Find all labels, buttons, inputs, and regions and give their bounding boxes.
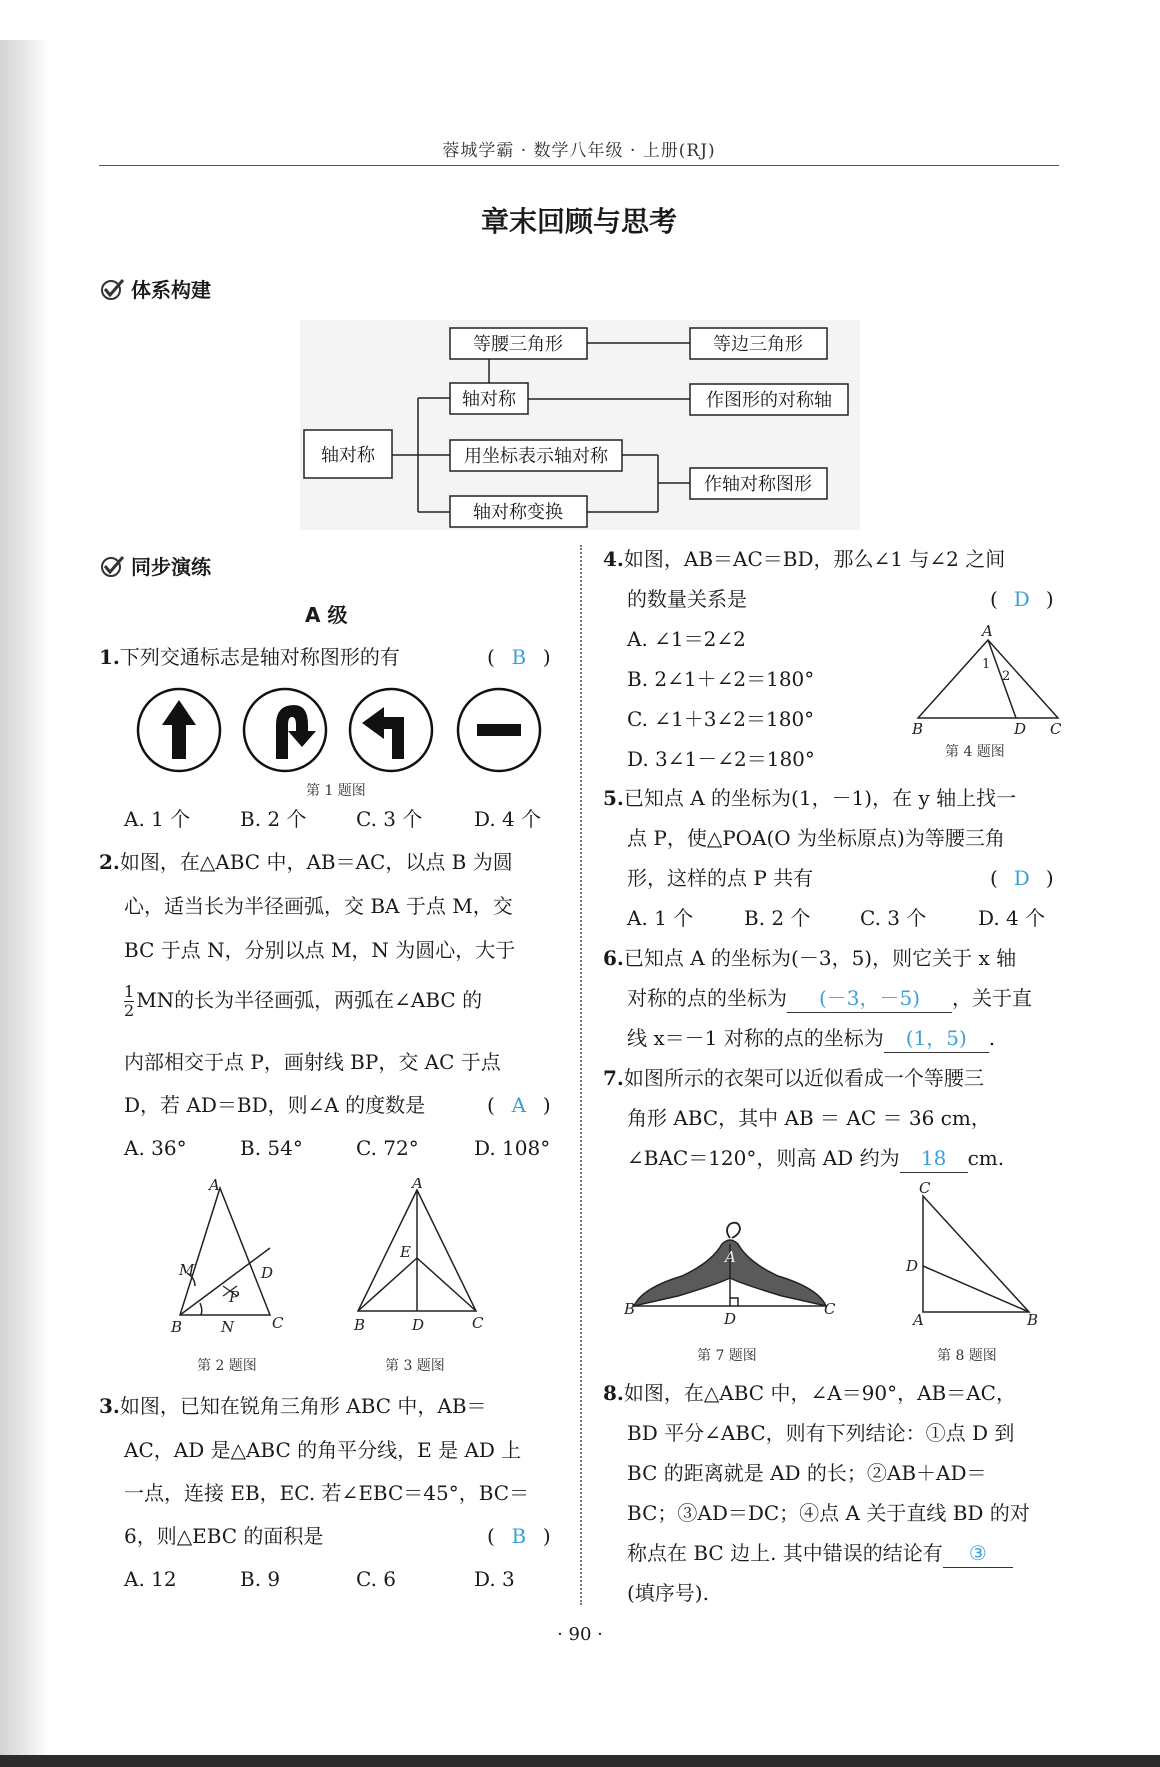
up-arrow-icon — [162, 700, 196, 759]
q2-line4 — [124, 983, 482, 1020]
q2-caption: 第 2 题图 — [197, 1358, 257, 1374]
q8-line4: BC；③AD＝DC；④点 A 关于直线 BD 的对 — [627, 1501, 1030, 1525]
q6-line2 — [627, 984, 1032, 1013]
q4-answer-value: D — [1013, 587, 1030, 611]
q6-number: 6. — [603, 946, 624, 970]
q1-text: 下列交通标志是轴对称图形的有 — [119, 645, 400, 669]
node-root-label: 轴对称 — [321, 445, 375, 466]
page-title: 章末回顾与思考 — [480, 205, 677, 238]
q6-text-3a: 线 x＝－1 对称的点的坐标为 — [627, 1026, 884, 1050]
header-rule — [99, 165, 1059, 166]
q7-text-3a: ∠BAC＝120°，则高 AD 约为 — [627, 1146, 900, 1170]
q2-text: 如图，在△ABC 中，AB＝AC，以点 B 为圆 — [119, 850, 513, 874]
node-axis-label: 轴对称 — [462, 389, 516, 410]
q3-figure — [350, 1178, 490, 1338]
q8-text: 如图，在△ABC 中，∠A＝90°，AB＝AC， — [623, 1381, 1016, 1405]
q1-opt-b: B. 2 个 — [240, 807, 307, 831]
q7-caption: 第 7 题图 — [697, 1348, 757, 1364]
q1-answer-value: B — [511, 645, 527, 669]
q7-hanger-figure — [622, 1210, 842, 1330]
svg-text:D: D — [906, 1257, 919, 1275]
svg-text:2: 2 — [1002, 669, 1011, 684]
left-turn-arrow-icon — [362, 707, 404, 759]
q3-opt-b: B. 9 — [240, 1567, 281, 1591]
svg-text:P: P — [229, 1288, 240, 1306]
q6-blank-1: (－3，－5) — [787, 984, 952, 1013]
q8-line5 — [627, 1539, 1013, 1568]
svg-text:B: B — [624, 1300, 636, 1318]
q8-line1 — [603, 1379, 1016, 1407]
check-badge-icon — [99, 276, 125, 302]
svg-text:A: A — [725, 1248, 736, 1266]
q5-number: 5. — [603, 786, 624, 810]
node-isosceles-label: 等腰三角形 — [473, 334, 563, 355]
q4-opt-a: A. ∠1＝2∠2 — [627, 627, 746, 651]
q1-caption: 第 1 题图 — [306, 783, 366, 799]
q5-opt-a: A. 1 个 — [627, 906, 694, 930]
q3-opt-d: D. 3 — [474, 1567, 515, 1591]
q2-line2: 心，适当长为半径画弧，交 BA 于点 M，交 — [124, 894, 513, 918]
q3-opt-a: A. 12 — [124, 1567, 177, 1591]
q3-answer: ( B ) — [487, 1524, 551, 1548]
q4-opt-d: D. 3∠1－∠2＝180° — [627, 747, 815, 771]
svg-text:B: B — [354, 1316, 366, 1334]
page-shadow — [0, 0, 50, 1767]
q5-answer-value: D — [1013, 866, 1030, 890]
q8-figure — [905, 1180, 1045, 1330]
svg-text:D: D — [412, 1316, 425, 1334]
q4-text: 如图，AB＝AC＝BD，那么∠1 与∠2 之间 — [623, 547, 1006, 571]
q5-opt-d: D. 4 个 — [978, 906, 1046, 930]
bottom-bar — [0, 1755, 1160, 1767]
q8-number: 8. — [603, 1381, 624, 1405]
node-equilateral-label: 等边三角形 — [713, 334, 803, 355]
concept-map — [300, 320, 860, 530]
svg-text:A: A — [209, 1178, 220, 1194]
q2-line3: BC 于点 N，分别以点 M，N 为圆心，大于 — [124, 938, 516, 962]
running-header: 蓉城学霸 · 数学八年级 · 上册(RJ) — [442, 141, 716, 161]
column-divider — [580, 545, 582, 1605]
section-heading-practice — [99, 551, 211, 580]
q1-opt-a: A. 1 个 — [124, 807, 191, 831]
section-title: 体系构建 — [131, 278, 211, 302]
q7-line1 — [603, 1064, 984, 1092]
q1-number: 1. — [99, 645, 120, 669]
q2-fraction — [124, 983, 134, 1020]
svg-text:N: N — [221, 1318, 235, 1336]
q1-answer: ( B ) — [487, 645, 551, 669]
page-number: · 90 · — [557, 1624, 603, 1645]
node-draw-axis-label: 作图形的对称轴 — [706, 390, 832, 411]
q8-blank: ③ — [943, 1539, 1013, 1568]
right-turn-arrow-icon — [276, 705, 316, 759]
q4-line1 — [603, 545, 1005, 573]
q3-opt-c: C. 6 — [356, 1567, 397, 1591]
svg-text:E: E — [400, 1243, 411, 1261]
node-draw-shape-label: 作轴对称图形 — [704, 474, 812, 495]
q4-line2: 的数量关系是 — [627, 587, 747, 611]
q2-line5: 内部相交于点 P，画射线 BP，交 AC 于点 — [124, 1050, 501, 1074]
svg-text:1: 1 — [982, 657, 991, 672]
svg-text:A: A — [913, 1311, 924, 1329]
node-coord-label: 用坐标表示轴对称 — [464, 446, 608, 467]
svg-text:D: D — [261, 1264, 274, 1282]
bar-icon — [477, 724, 521, 736]
q2-line6: D，若 AD＝BD，则∠A 的度数是 — [124, 1093, 426, 1117]
q2-answer: ( A ) — [487, 1093, 551, 1117]
q5-line1 — [603, 784, 1016, 812]
q5-opt-c: C. 3 个 — [860, 906, 927, 930]
q2-opt-d: D. 108° — [474, 1136, 551, 1160]
q8-caption: 第 8 题图 — [937, 1348, 997, 1364]
svg-text:B: B — [912, 720, 924, 738]
q6-text-2a: 对称的点的坐标为 — [627, 986, 787, 1010]
q1-opt-c: C. 3 个 — [356, 807, 423, 831]
q3-line2: AC，AD 是△ABC 的角平分线，E 是 AD 上 — [124, 1438, 522, 1462]
frac-denominator: 2 — [124, 1001, 135, 1020]
svg-text:C: C — [1050, 720, 1062, 738]
svg-text:D: D — [1014, 720, 1027, 738]
q8-line3: BC 的距离就是 AD 的长；②AB＋AD＝ — [627, 1461, 987, 1485]
q1-stem — [99, 643, 400, 671]
q7-number: 7. — [603, 1066, 624, 1090]
q1-traffic-signs — [136, 687, 546, 779]
q7-blank: 18 — [900, 1144, 968, 1173]
svg-text:C: C — [472, 1314, 484, 1332]
q3-caption: 第 3 题图 — [385, 1358, 445, 1374]
q2-line1 — [99, 848, 513, 876]
q8-line2: BD 平分∠ABC，则有下列结论：①点 D 到 — [627, 1421, 1015, 1445]
q8-text-5a: 称点在 BC 边上. 其中错误的结论有 — [627, 1541, 943, 1565]
q3-number: 3. — [99, 1394, 120, 1418]
q4-answer: ( D ) — [990, 587, 1054, 611]
q4-caption: 第 4 题图 — [945, 744, 1005, 760]
q3-line1 — [99, 1392, 487, 1420]
q4-figure — [910, 622, 1070, 742]
q7-text-3b: cm. — [967, 1146, 1005, 1170]
q6-text-2b: ，关于直 — [952, 986, 1032, 1010]
q2-opt-b: B. 54° — [240, 1136, 303, 1160]
q2-opt-c: C. 72° — [356, 1136, 419, 1160]
q5-text: 已知点 A 的坐标为(1，－1)，在 y 轴上找一 — [623, 786, 1017, 810]
q6-text: 已知点 A 的坐标为(－3，5)，则它关于 x 轴 — [623, 946, 1017, 970]
q3-line3: 一点，连接 EB，EC. 若∠EBC＝45°，BC＝ — [124, 1481, 530, 1505]
page-corner — [0, 0, 50, 40]
q4-opt-b: B. 2∠1＋∠2＝180° — [627, 667, 815, 691]
svg-text:A: A — [412, 1178, 423, 1192]
q2-figure — [165, 1178, 295, 1338]
check-badge-icon — [99, 553, 125, 579]
svg-text:C: C — [272, 1314, 284, 1332]
q7-line2: 角形 ABC，其中 AB ＝ AC ＝ 36 cm， — [627, 1106, 991, 1130]
svg-text:C: C — [919, 1180, 931, 1197]
svg-text:C: C — [824, 1300, 836, 1318]
q6-text-3b: . — [988, 1026, 996, 1050]
q2-answer-value: A — [511, 1093, 527, 1117]
q4-number: 4. — [603, 547, 624, 571]
q3-answer-value: B — [511, 1524, 527, 1548]
q7-text: 如图所示的衣架可以近似看成一个等腰三 — [623, 1066, 984, 1090]
q5-answer: ( D ) — [990, 866, 1054, 890]
q5-line3: 形，这样的点 P 共有 — [627, 866, 814, 890]
q3-text: 如图，已知在锐角三角形 ABC 中，AB＝ — [119, 1394, 487, 1418]
q6-blank-2: (1，5) — [884, 1024, 989, 1053]
level-label: A 级 — [305, 603, 348, 627]
frac-numerator: 1 — [124, 982, 135, 1001]
sign-left-turn — [350, 689, 432, 771]
q5-opt-b: B. 2 个 — [744, 906, 811, 930]
q6-line1 — [603, 944, 1016, 972]
svg-text:M: M — [179, 1261, 195, 1279]
q5-line2: 点 P，使△POA(O 为坐标原点)为等腰三角 — [627, 826, 1005, 850]
section-title: 同步演练 — [131, 555, 211, 579]
q6-line3 — [627, 1024, 995, 1053]
q7-line3 — [627, 1144, 1004, 1173]
q3-line4: 6，则△EBC 的面积是 — [124, 1524, 324, 1548]
svg-text:D: D — [724, 1310, 737, 1328]
node-transform-label: 轴对称变换 — [473, 502, 563, 523]
svg-text:A: A — [982, 622, 993, 640]
q2-number: 2. — [99, 850, 120, 874]
q4-opt-c: C. ∠1＋3∠2＝180° — [627, 707, 815, 731]
svg-text:B: B — [1027, 1311, 1039, 1329]
svg-text:B: B — [171, 1318, 183, 1336]
q2-text-4: MN的长为半径画弧，两弧在∠ABC 的 — [136, 988, 483, 1012]
q2-opt-a: A. 36° — [124, 1136, 187, 1160]
q8-line6: (填序号). — [627, 1581, 709, 1605]
q1-opt-d: D. 4 个 — [474, 807, 542, 831]
section-heading-system — [99, 274, 211, 303]
